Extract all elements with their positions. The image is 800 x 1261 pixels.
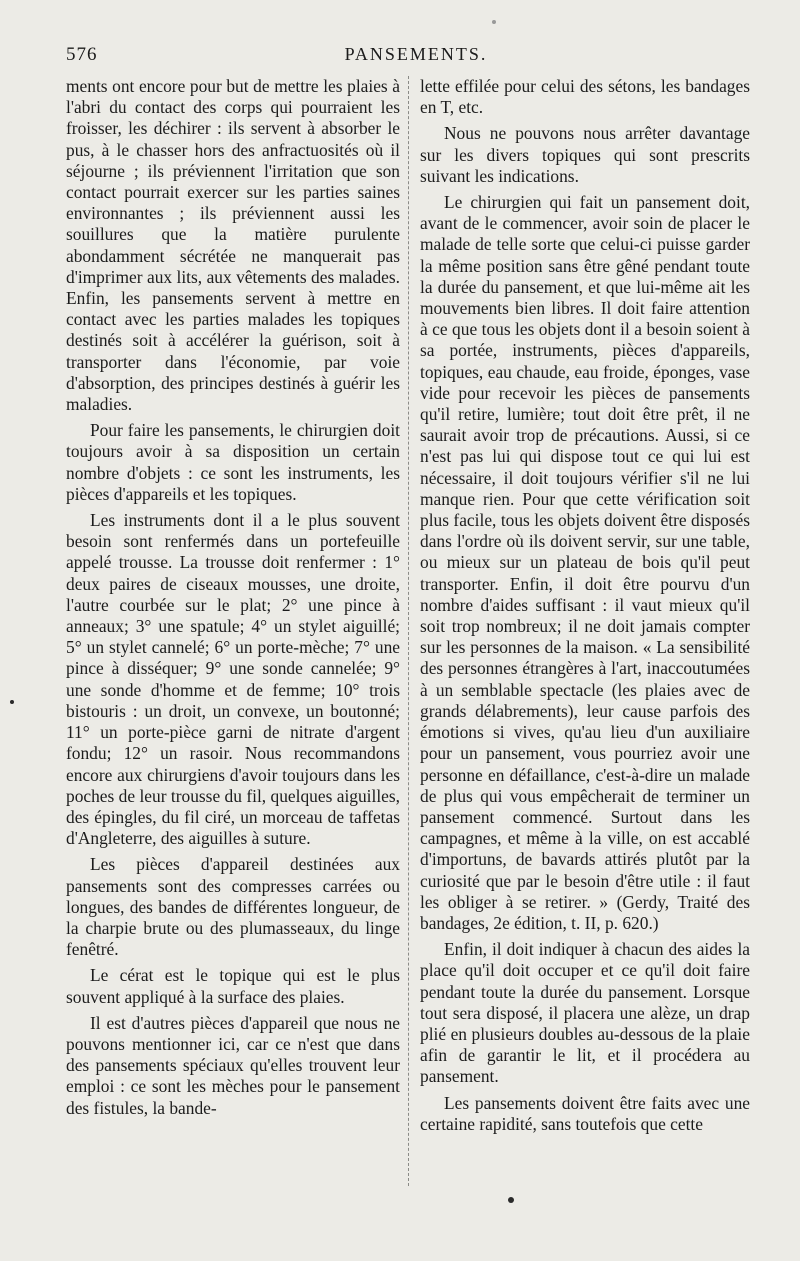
- paragraph: Pour faire les pansements, le chirurgien doit toujours avoir à sa disposition un certain nombre d'objets : ce sont les instruments, les pièces d'appareils et les topiques.: [66, 420, 400, 504]
- column-divider: [408, 76, 409, 1186]
- paragraph: Nous ne pouvons nous arrêter davantage sur les divers topiques qui sont prescrits suivant les indications.: [420, 123, 750, 186]
- paragraph: Le chirurgien qui fait un pansement doit, avant de le commencer, avoir soin de placer le malade de telle sorte que celui-ci puisse garder la même position sans être gêné pendant toute la durée du pansement, et que lui-même ait les mouvements bien libres. Il doit faire attention à ce que tous les objets dont il a besoin soient à sa portée, instruments, pièces d'appareils, topiques, eau chaude, eau froide, éponges, vase vide pour recevoir les pièces de pansements qu'il retire, lumière; tout doit être prêt, il ne saurait avoir trop de précautions. Aussi, si ce n'est pas lui qui dispose tout ce qui lui est nécessaire, il doit toujours vérifier s'il ne lui manque rien. Pour que cette vérification soit plus facile, tous les objets doivent être disposés dans l'ordre où ils doivent servir, sur une table, ou mieux sur un plateau de bois qu'il peut transporter. Enfin, il doit être pourvu d'un nombre d'aides suffisant : il vaut mieux qu'il soit trop nombreux; il ne doit jamais compter sur les personnes de la maison. « La sensibilité des personnes étrangères à l'art, inaccoutumées à un semblable spectacle (les plaies avec de grands délabrements), leur cause parfois des émotions si vives, qu'au lieu d'un auxiliaire pour un pansement, vous pourriez avoir une personne en défaillance, c'est-à-dire un malade de plus qui vous empêcherait de terminer un pansement commencé. Surtout dans les campagnes, et même à la ville, on est accablé d'importuns, de bavards attirés plutôt par la curiosité que par le besoin d'être utile : il faut les obliger à se retirer. » (Gerdy, Traité des bandages, 2e édition, t. II, p. 620.): [420, 192, 750, 933]
- page-number: 576: [66, 44, 98, 65]
- ink-speck: [508, 1197, 514, 1203]
- paragraph: Il est d'autres pièces d'appareil que nous ne pouvons mentionner ici, car ce n'est que dans des pansements spéciaux qu'elles trouvent leur emploi : ce sont les mèches pour le pansement des fistules, la bande-: [66, 1012, 400, 1118]
- paragraph: Le cérat est le topique qui est le plus souvent appliqué à la surface des plaies.: [66, 965, 400, 1007]
- paragraph: ments ont encore pour but de mettre les plaies à l'abri du contact des corps qui pourraient les froisser, les déchirer : ils servent à absorber le pus, à le chasser hors des anfractuosités où il séjourne ; ils préviennent l'irritation que son contact pourrait exercer sur les parties saines environnantes ; ils préviennent aussi les souillures que la matière purulente abondamment sécrétée ne manquerait pas d'imprimer aux lits, aux vêtements des malades. Enfin, les pansements servent à mettre en contact avec les parties malades les topiques destinés soit à accélérer la guérison, soit à transporter dans l'économie, par voie d'absorption, des principes destinés à guérir les maladies.: [66, 76, 400, 415]
- ink-speck: [492, 20, 496, 24]
- paragraph: Les pièces d'appareil destinées aux pansements sont des compresses carrées ou longues, des bandes de différentes longueur, de la charpie brute ou des plumasseaux, du linge fenêtré.: [66, 854, 400, 960]
- left-column: [66, 76, 400, 1124]
- right-column: [420, 76, 750, 1140]
- ink-speck: [10, 700, 14, 704]
- paragraph: Les instruments dont il a le plus souvent besoin sont renfermés dans un portefeuille appelé trousse. La trousse doit renfermer : 1° deux paires de ciseaux mousses, une droite, l'autre courbée sur le plat; 2° une pince à anneaux; 3° une spatule; 4° un stylet aiguillé; 5° un stylet cannelé; 6° un porte-mèche; 7° une pince à disséquer; 9° une sonde cannelée; 9° une sonde d'homme et de femme; 10° trois bistouris : un droit, un convexe, un boutonné; 11° un porte-pièce garni de nitrate d'argent fondu; 12° un rasoir. Nous recommandons encore aux chirurgiens d'avoir toujours dans les poches de leur trousse du fil, quelques aiguilles, des épingles, du fil ciré, un morceau de taffetas d'Angleterre, des aiguilles à suture.: [66, 510, 400, 849]
- paragraph: lette effilée pour celui des sétons, les bandages en T, etc.: [420, 76, 750, 118]
- page-header: [66, 44, 746, 72]
- paragraph: Enfin, il doit indiquer à chacun des aides la place qu'il doit occuper et ce qu'il doit faire pendant toute la durée du pansement. Lorsque tout sera disposé, il placera une alèze, un drap plié en plusieurs doubles au-dessous de la plaie afin de garantir le lit, et il procédera au pansement.: [420, 939, 750, 1087]
- running-head: PANSEMENTS.: [344, 44, 488, 64]
- paragraph: Les pansements doivent être faits avec une certaine rapidité, sans toutefois que cette: [420, 1092, 750, 1134]
